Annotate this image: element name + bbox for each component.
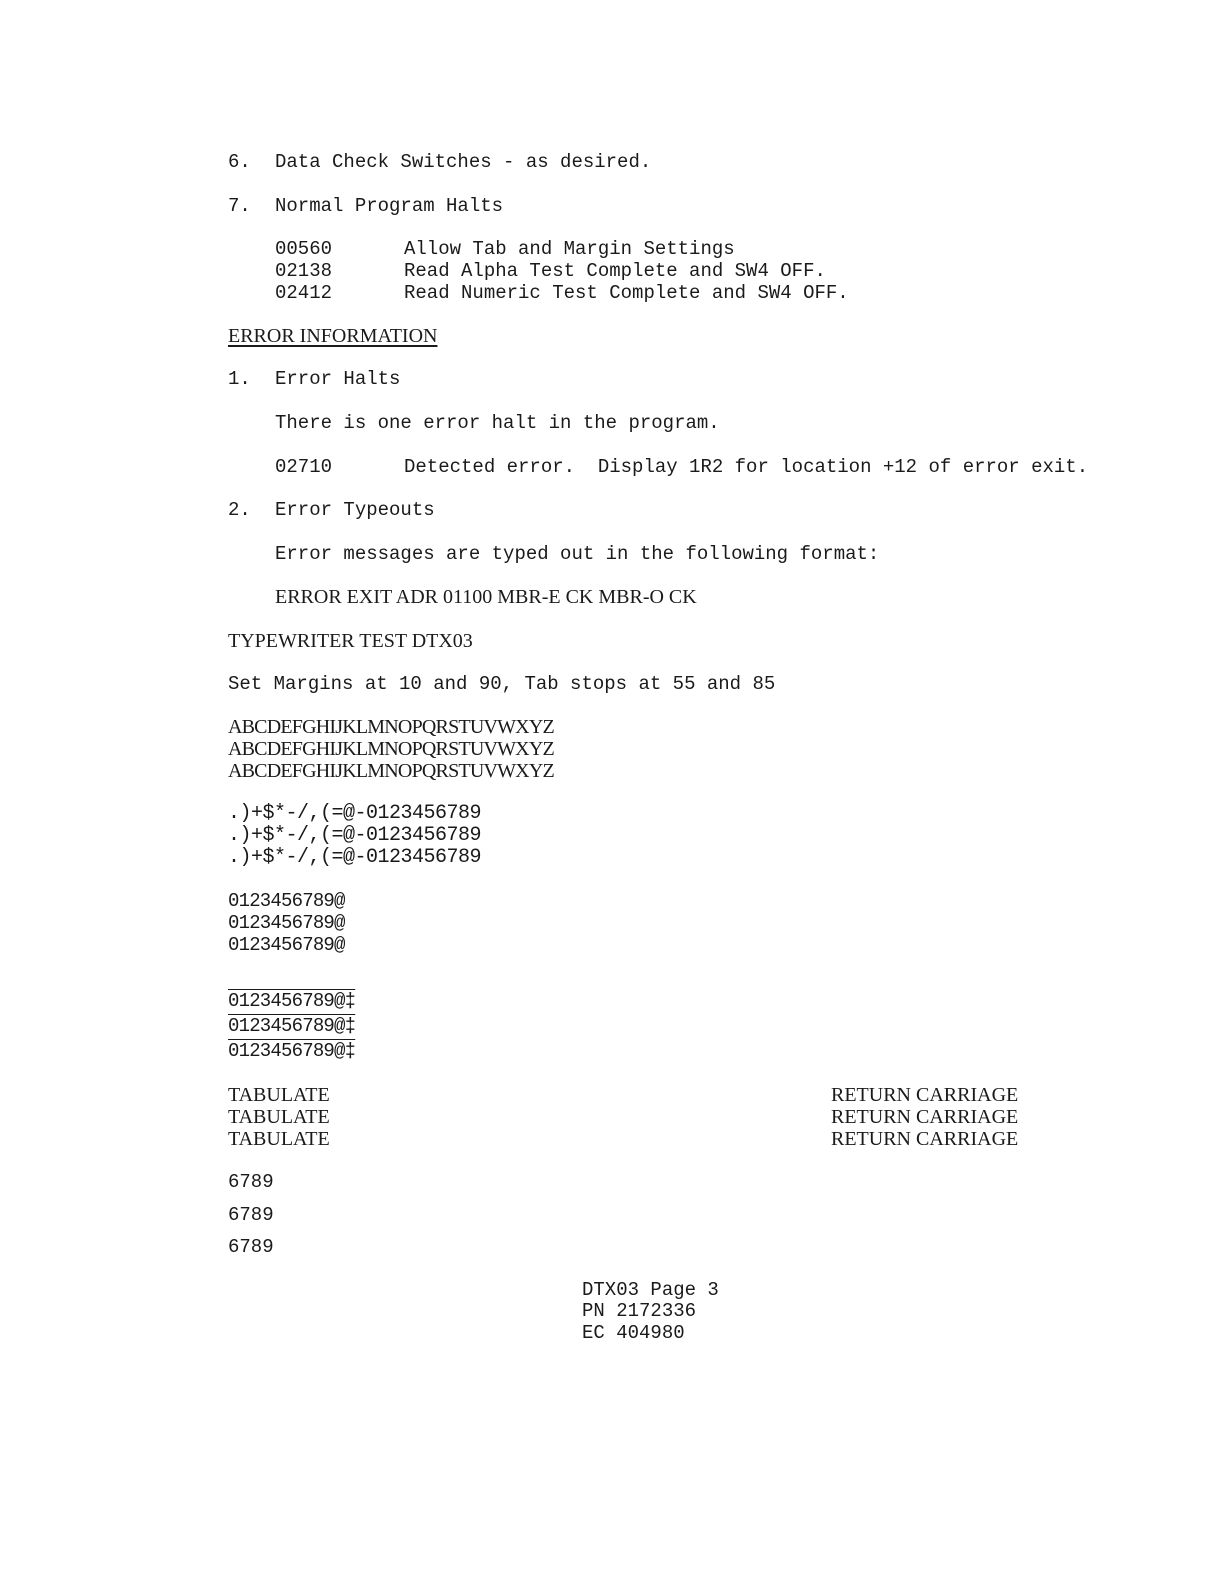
item-7-text: Normal Program Halts	[275, 195, 504, 217]
halt-address: 02412	[275, 282, 333, 304]
alpha-line: ABCDEFGHIJKLMNOPQRSTUVWXYZ	[228, 760, 554, 782]
error-item-1-text: Error Halts	[275, 368, 401, 390]
item-6-number: 6.	[228, 151, 251, 173]
digits-line: 6789	[228, 1236, 274, 1258]
numeric-line: 0123456789@	[228, 890, 345, 912]
footer-ec-number: EC 404980	[582, 1322, 685, 1344]
typewriter-test-title: TYPEWRITER TEST DTX03	[228, 630, 473, 652]
numeric-line: 0123456789@	[228, 934, 345, 956]
halt-description: Allow Tab and Margin Settings	[404, 238, 735, 260]
error-halt-intro: There is one error halt in the program.	[275, 412, 720, 434]
digits-line: 6789	[228, 1204, 274, 1226]
flagged-numeric-line: 0123456789@‡	[228, 990, 356, 1012]
halt-address: 02138	[275, 260, 333, 282]
numeric-line: 0123456789@	[228, 912, 345, 934]
error-information-heading: ERROR INFORMATION	[228, 325, 438, 347]
item-6-text: Data Check Switches - as desired.	[275, 151, 652, 173]
error-halt-address: 02710	[275, 456, 333, 478]
margin-instructions: Set Margins at 10 and 90, Tab stops at 55 and 85	[228, 673, 776, 695]
flagged-numeric-line: 0123456789@‡	[228, 1015, 356, 1037]
tabulate-line: TABULATE	[228, 1084, 330, 1106]
halt-description: Read Numeric Test Complete and SW4 OFF.	[404, 282, 849, 304]
typeout-intro: Error messages are typed out in the following format:	[275, 543, 880, 565]
special-char-line: .)+$*-/,(=@-0123456789	[228, 802, 482, 825]
halt-address: 00560	[275, 238, 333, 260]
footer-part-number: PN 2172336	[582, 1300, 697, 1322]
footer-page: DTX03 Page 3	[582, 1279, 719, 1301]
error-item-1-number: 1.	[228, 368, 251, 390]
return-carriage-line: RETURN CARRIAGE	[831, 1084, 1019, 1106]
flagged-numeric-line: 0123456789@‡	[228, 1040, 356, 1062]
typeout-example: ERROR EXIT ADR 01100 MBR-E CK MBR-O CK	[275, 586, 697, 608]
halt-description: Read Alpha Test Complete and SW4 OFF.	[404, 260, 826, 282]
item-7-number: 7.	[228, 195, 251, 217]
tabulate-line: TABULATE	[228, 1128, 330, 1150]
special-char-line: .)+$*-/,(=@-0123456789	[228, 824, 482, 847]
error-halt-description: Detected error. Display 1R2 for location +12 of error exit.	[404, 456, 1089, 478]
alpha-line: ABCDEFGHIJKLMNOPQRSTUVWXYZ	[228, 716, 554, 738]
digits-line: 6789	[228, 1171, 274, 1193]
error-item-2-number: 2.	[228, 499, 251, 521]
special-char-line: .)+$*-/,(=@-0123456789	[228, 846, 482, 869]
return-carriage-line: RETURN CARRIAGE	[831, 1106, 1019, 1128]
alpha-line: ABCDEFGHIJKLMNOPQRSTUVWXYZ	[228, 738, 554, 760]
return-carriage-line: RETURN CARRIAGE	[831, 1128, 1019, 1150]
tabulate-line: TABULATE	[228, 1106, 330, 1128]
error-item-2-text: Error Typeouts	[275, 499, 435, 521]
